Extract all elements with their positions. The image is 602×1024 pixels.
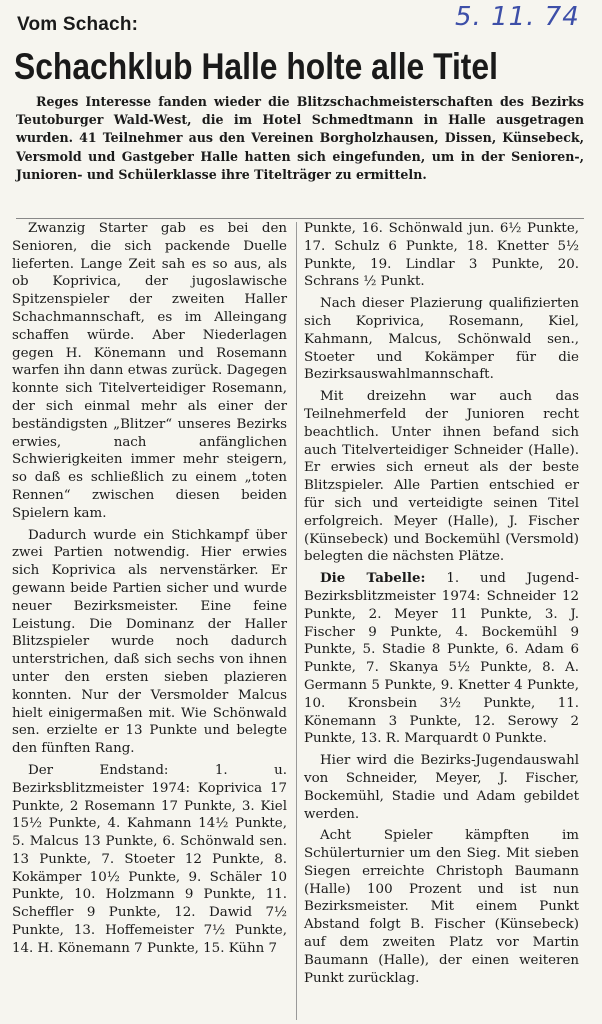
- table-body: 1. und Jugend-Bezirksblitzmeister 1974: Schneider 12 Punkte, 2. Meyer 11 Punkte, 3. J. Fischer 9 Punkte, 4. Bockemühl 9 Punkte, 5. Stadie 8 Punkte, 6. Adam 6 Punkte, 7. Skanya 5½ Punkte, 8. A. Germann 5 Punkte, 9. Knetter 4 Punkte, 10. Kronsbein 3½ Punkte, 11. Könemann 3 Punkte, 12. Serowy 2 Punkte, 13. R. Marquardt 0 Punkte.: [304, 571, 579, 747]
- divider: [16, 218, 584, 219]
- paragraph-youth-selection: Hier wird die Bezirks-Jugendauswahl von Schneider, Meyer, J. Fischer, Bockemühl, Stadie und Adam gebildet werden.: [304, 753, 579, 822]
- paragraph-playoff: Dadurch wurde ein Stichkampf über zwei Partien notwendig. Hier erwies sich Koprivica als nervenstärker. Er gewann beide Partien sicher und wurde neuer Bezirksmeister. Eine feine Leistung. Die Dominanz der Haller Blitzspieler wurde noch dadurch unterstrichen, daß sich sechs von ihnen unter den ersten sieben plazieren konnten. Nur der Versmolder Malcus hielt einigermaßen mit. Wie Schönwald sen. erzielte er 13 Punkte und belegte den fünften Rang.: [12, 527, 287, 757]
- paragraph-standings: Der Endstand: 1. u. Bezirksblitzmeister 1974: Koprivica 17 Punkte, 2 Rosemann 17 Punkte, 3. Kiel 15½ Punkte, 4. Kahmann 14½ Punkte, 5. Malcus 13 Punkte, 6. Schönwald sen. 13 Punkte, 7. Stoeter 12 Punkte, 8. Kokämper 10½ Punkte, 9. Schäler 10 Punkte, 10. Holzmann 9 Punkte, 11. Scheffler 9 Punkte, 12. Dawid 7½ Punkte, 13. Hoffemeister 7½ Punkte, 14. H. Könemann 7 Punkte, 15. Kühn 7: [12, 762, 287, 956]
- paragraph-standings-cont: Punkte, 16. Schönwald jun. 6½ Punkte, 17. Schulz 6 Punkte, 18. Knetter 5½ Punkte, 19. Lindlar 3 Punkte, 20. Schrans ½ Punkt.: [304, 221, 579, 290]
- paragraph-junior-table: [304, 570, 579, 748]
- paragraph-juniors: Mit dreizehn war auch das Teilnehmerfeld der Junioren recht beachtlich. Unter ihnen befand sich auch Titelverteidiger Schneider (Halle). Er erwies sich erneut als der beste Blitzspieler. Alle Partien entschied er für sich und verteidigte seinen Titel erfolgreich. Meyer (Halle), J. Fischer (Künsebeck) und Bockemühl (Versmold) belegten die nächsten Plätze.: [304, 389, 579, 565]
- lead-paragraph: Reges Interesse fanden wieder die Blitzschachmeisterschaften des Bezirks Teutoburger Wald-West, die im Hotel Schmedtmann in Halle ausgetragen wurden. 41 Teilnehmer aus den Vereinen Borgholzhausen, Dissen, Künsebeck, Versmold und Gastgeber Halle hatten sich eingefunden, um in der Senioren-, Junioren- und Schülerklasse ihre Titelträger zu ermitteln.: [16, 94, 584, 182]
- paragraph-qualified: Nach dieser Plazierung qualifizierten sich Koprivica, Rosemann, Kiel, Kahmann, Malcus, Schönwald sen., Stoeter und Kokämper für die Bezirksauswahlmannschaft.: [304, 296, 579, 383]
- handwritten-date: 5. 11. 74: [455, 2, 580, 32]
- right-column: [304, 220, 579, 991]
- headline: Schachklub Halle holte alle Titel: [14, 46, 498, 87]
- column-divider: [296, 222, 297, 1020]
- left-column: [12, 220, 287, 962]
- section-kicker: Vom Schach:: [17, 14, 139, 35]
- table-heading: Die Tabelle:: [320, 570, 426, 587]
- paragraph-pupils: Acht Spieler kämpften im Schülerturnier um den Sieg. Mit sieben Siegen erreichte Christoph Baumann (Halle) 100 Prozent und ist nun Bezirksmeister. Mit einem Punkt Abstand folgt B. Fischer (Künsebeck) auf dem zweiten Platz vor Martin Baumann (Halle), der einen weiteren Punkt zurücklag.: [304, 828, 579, 986]
- paragraph-seniors: Zwanzig Starter gab es bei den Senioren, die sich packende Duelle lieferten. Lange Zeit sah es so aus, als ob Koprivica, der jugoslawische Spitzenspieler der zweiten Haller Schachmannschaft, es im Alleingang schaffen würde. Aber Niederlagen gegen H. Könemann und Rosemann warfen ihn dann etwas zurück. Dagegen konnte sich Titelverteidiger Rosemann, der sich einmal mehr als einer der beständigsten „Blitzer“ unseres Bezirks erwies, nach anfänglichen Schwierigkeiten immer mehr steigern, so daß es schließlich zu einem „toten Rennen“ zwischen diesen beiden Spielern kam.: [12, 221, 287, 521]
